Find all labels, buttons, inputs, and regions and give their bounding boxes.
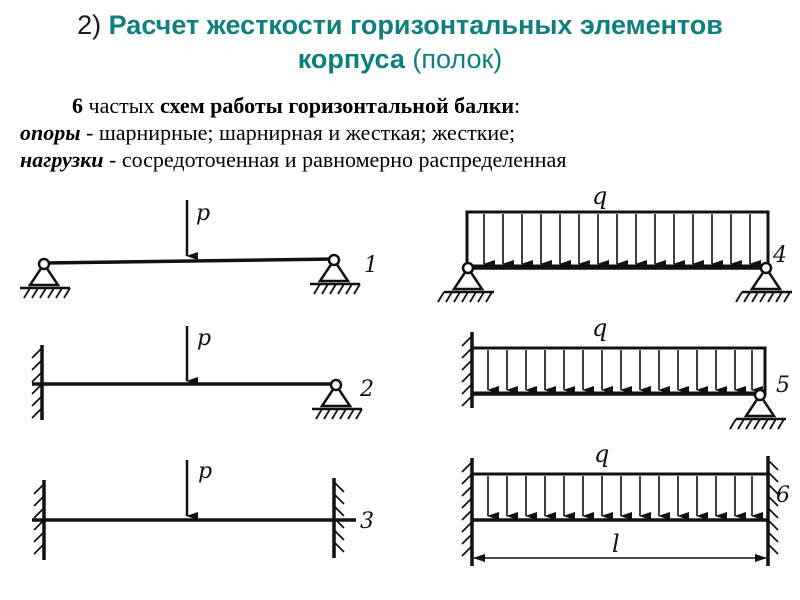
scheme-count: 6	[72, 93, 83, 118]
scheme-4	[438, 212, 792, 302]
scheme-phrase: схем работы горизонтальной балки	[160, 93, 515, 118]
supports-label: опоры	[20, 120, 81, 145]
scheme-number-2: 2	[360, 377, 374, 402]
scheme-number-5: 5	[776, 373, 790, 398]
title-line2: корпуса	[297, 44, 405, 74]
label-q-6: q	[594, 440, 610, 468]
scheme-number-3: 3	[360, 509, 374, 534]
scheme-colon: :	[514, 93, 521, 118]
label-p-2: p	[197, 326, 212, 351]
title-line1: Расчет жесткости горизонтальных элементов	[108, 10, 723, 40]
label-p-3: p	[198, 459, 213, 484]
scheme-number-6: 6	[776, 483, 790, 508]
scheme-6	[462, 456, 778, 566]
loads-text: - сосредоточенная и равномерно распределенная	[109, 147, 567, 172]
load-arrows-q-4	[484, 214, 750, 264]
scheme-3	[32, 460, 356, 560]
label-length-l: l	[612, 530, 620, 558]
loads-label: нагрузки	[20, 147, 104, 172]
beam-1	[44, 259, 334, 263]
load-arrows-q-5	[488, 350, 752, 390]
label-q-4: q	[592, 182, 608, 210]
distributed-load-6	[472, 474, 768, 520]
title-paren: (полок)	[412, 44, 503, 74]
label-p-1: p	[196, 201, 211, 226]
scheme-count-rest: частых	[88, 93, 155, 118]
pin-support-right-2	[312, 380, 362, 419]
title-number: 2)	[77, 10, 102, 40]
supports-text: - шарнирные; шарнирная и жесткая; жесткие;	[86, 120, 516, 145]
scheme-5	[462, 332, 786, 429]
load-arrows-q-6	[488, 476, 752, 516]
scheme-number-4: 4	[773, 243, 787, 268]
pin-support-left-1	[20, 259, 70, 298]
label-q-5: q	[592, 314, 608, 342]
scheme-1	[20, 200, 360, 298]
scheme-number-1: 1	[364, 253, 378, 278]
distributed-load-5	[472, 348, 765, 393]
